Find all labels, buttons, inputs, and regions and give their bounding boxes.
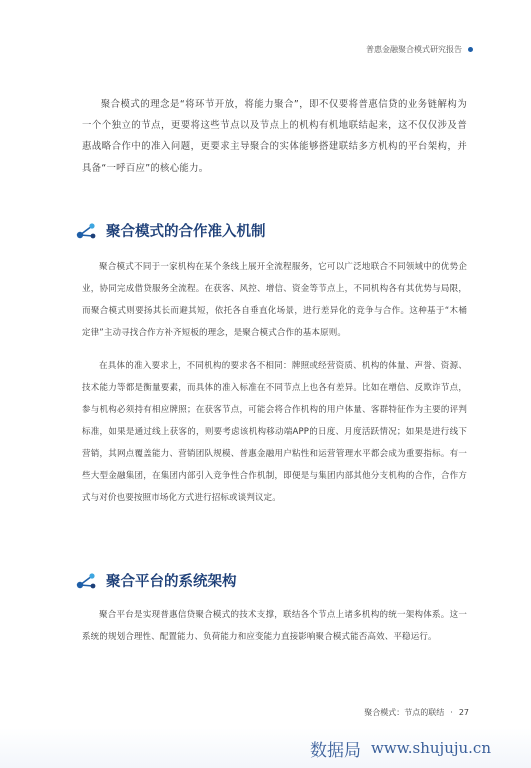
running-header [366,44,473,55]
watermark-banner [0,728,531,768]
header-dot-icon [468,47,473,52]
watermark-brand: 数据局 [310,740,362,761]
section-heading-admission [76,220,266,241]
section1-paragraph-2: 在具体的准入要求上，不同机构的要求各不相同：牌照或经营资质、机构的体量、声誉、资源、技术能力等都是衡量要素，而具体的准入标准在不同节点上也各有差异。比如在增信、反欺诈节点，参与机构必须持有相应牌照；在获客节点，可能会将合作机构的用户体量、客群特征作为主要的评判标准，如果是通过线上获客的，则要考虑该机构移动端APP的日度、月度活跃情况；如果是进行线下营销，其网点覆盖能力、营销团队规模、普惠金融用户粘性和运营管理水平都会成为重要指标。有一些大型金融集团，在集团内部引入竞争性合作机制，即便是与集团内部其他分支机构的合作，合作方式与对价也要按照市场化方式进行招标或谈判议定。 [82,361,467,503]
section-title: 聚合平台的系统架构 [106,574,237,590]
section1-paragraph-1: 聚合模式不同于一家机构在某个条线上展开全流程服务，它可以广泛地联合不同领域中的优势企业，协同完成借贷服务全流程。在获客、风控、增信、资金等节点上，不同机构各有其优势与局限，而聚合模式则要扬其长而避其短，依托各自垂直化场景，进行差异化的竞争与合作。这种基于“木桶定律”主动寻找合作方补齐短板的理念，是聚合模式合作的基本原则。 [82,262,467,338]
running-header-title: 普惠金融聚合模式研究报告 [366,45,462,54]
footer-section-name: 聚合模式：节点的联结 [364,708,445,717]
intro-paragraph: 聚合模式的理念是“将环节开放，将能力聚合”，即不仅要将普惠信贷的业务链解构为一个个独立的节点，更要将这些节点以及节点上的机构有机地联结起来，这不仅仅涉及普惠战略合作中的准入问题，更要求主导聚合的实体能够搭建联结多方机构的平台架构，并具备“一呼百应”的核心能力。 [82,99,467,174]
network-node-icon [76,572,98,590]
section-title: 聚合模式的合作准入机制 [106,224,266,240]
page-number: 27 [458,708,469,717]
watermark-url[interactable]: www.shujuju.cn [371,739,491,757]
page-footer [364,707,469,718]
network-node-icon [76,222,98,240]
section2-paragraph: 聚合平台是实现普惠信贷聚合模式的技术支撑，联结各个节点上诸多机构的统一架构体系。这一系统的规划合理性、配置能力、负荷能力和应变能力直接影响聚合模式能否高效、平稳运行。 [82,610,467,642]
footer-separator: · [450,708,453,717]
section-heading-architecture [76,570,237,591]
